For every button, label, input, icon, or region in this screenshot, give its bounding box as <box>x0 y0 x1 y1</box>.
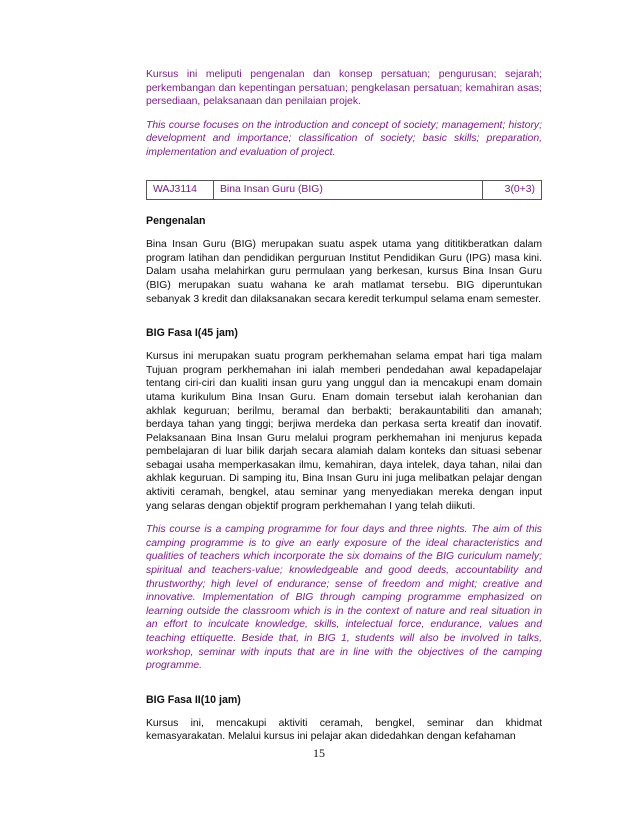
course-credit: 3(0+3) <box>483 180 542 200</box>
intro-malay-paragraph: Kursus ini meliputi pengenalan dan konsep persatuan; pengurusan; sejarah; perkembangan dan kepentingan persatuan; pengkelasan persatuan; kemahiran asas; persediaan, pelaksanaan dan penilaian projek. <box>146 69 542 108</box>
page-number: 15 <box>313 746 325 760</box>
fasa1-heading: BIG Fasa I(45 jam) <box>146 327 238 340</box>
document-page <box>146 68 542 744</box>
pengenalan-heading: Pengenalan <box>146 215 206 228</box>
course-row <box>147 180 542 200</box>
fasa1-english-paragraph: This course is a camping programme for four days and three nights. The aim of this camping programme is to give an early exposure of the ideal characteristics and qualities of teachers which incorporate the six domains of the BIG curiculum namely; spiritual and teachers-value; knowledgeable and good deeds, accountability and thrustworthy; high level of endurance; sense of freedom and might; creative and innovative. Implementation of BIG through camping programme emphasized on learning outside the classroom which is in the context of nature and real situation in an effort to inculcate knowledge, skills, intelectual force, endurance, values and teaching ettiquette. Beside that, in BIG 1, students will also be involved in talks, workshop, seminar with inputs that are in line with the objectives of the camping programme. <box>146 524 542 672</box>
fasa2-heading: BIG Fasa II(10 jam) <box>146 693 241 706</box>
intro-english-paragraph: This course focuses on the introduction and concept of society; management; history; development and importance; classification of society; basic skills; preparation, implementation and evaluation of project. <box>146 119 542 158</box>
fasa1-malay-paragraph: Kursus ini merupakan suatu program perkhemahan selama empat hari tiga malam Tujuan program perkhemahan ini ialah memberi pendedahan awal kepadapelajar tentang ciri-ciri dan kualiti insan guru yang unggul dan ia mencakupi enam domain utama kurikulum Bina Insan Guru. Enam domain tersebut ialah kerohanian dan akhlak keguruan; berilmu, beramal dan berbakti; berakauntabiliti dan amanah; berdaya tahan yang tinggi; berjiwa merdeka dan perkasa serta kreatif dan inovatif. Pelaksanaan Bina Insan Guru melalui program perkhemahan ini menjurus kepada pembelajaran di luar bilik darjah secara alamiah dalam konteks dan situasi sebenar sebagai usaha memperkasakan ilmu, kemahiran, daya intelek, daya tahan, nilai dan akhlak keguruan. Di samping itu, Bina Insan Guru ini juga melibatkan pelajar dengan aktiviti ceramah, bengkel, atau seminar yang menyediakan mereka dengan input yang selaras dengan objektif program perkhemahan I yang telah diikuti. <box>146 351 542 512</box>
course-table <box>146 180 542 201</box>
fasa2-paragraph: Kursus ini, mencakupi aktiviti ceramah, bengkel, seminar dan khidmat kemasyarakatan. Melalui kursus ini pelajar akan didedahkan dengan kefahaman <box>146 717 542 743</box>
course-code: WAJ3114 <box>147 180 214 200</box>
pengenalan-paragraph: Bina Insan Guru (BIG) merupakan suatu aspek utama yang dititikberatkan dalam program latihan dan pendidikan perguruan Institut Pendidikan Guru (IPG) masa kini. Dalam usaha melahirkan guru permulaan yang berkesan, kursus Bina Insan Guru (BIG) merupakan suatu wahana ke arah matlamat tersebu. BIG diperuntukan sebanyak 3 kredit dan dilaksanakan secara keredit terkumpul selama enam semester. <box>146 239 542 305</box>
course-name: Bina Insan Guru (BIG) <box>214 180 483 200</box>
